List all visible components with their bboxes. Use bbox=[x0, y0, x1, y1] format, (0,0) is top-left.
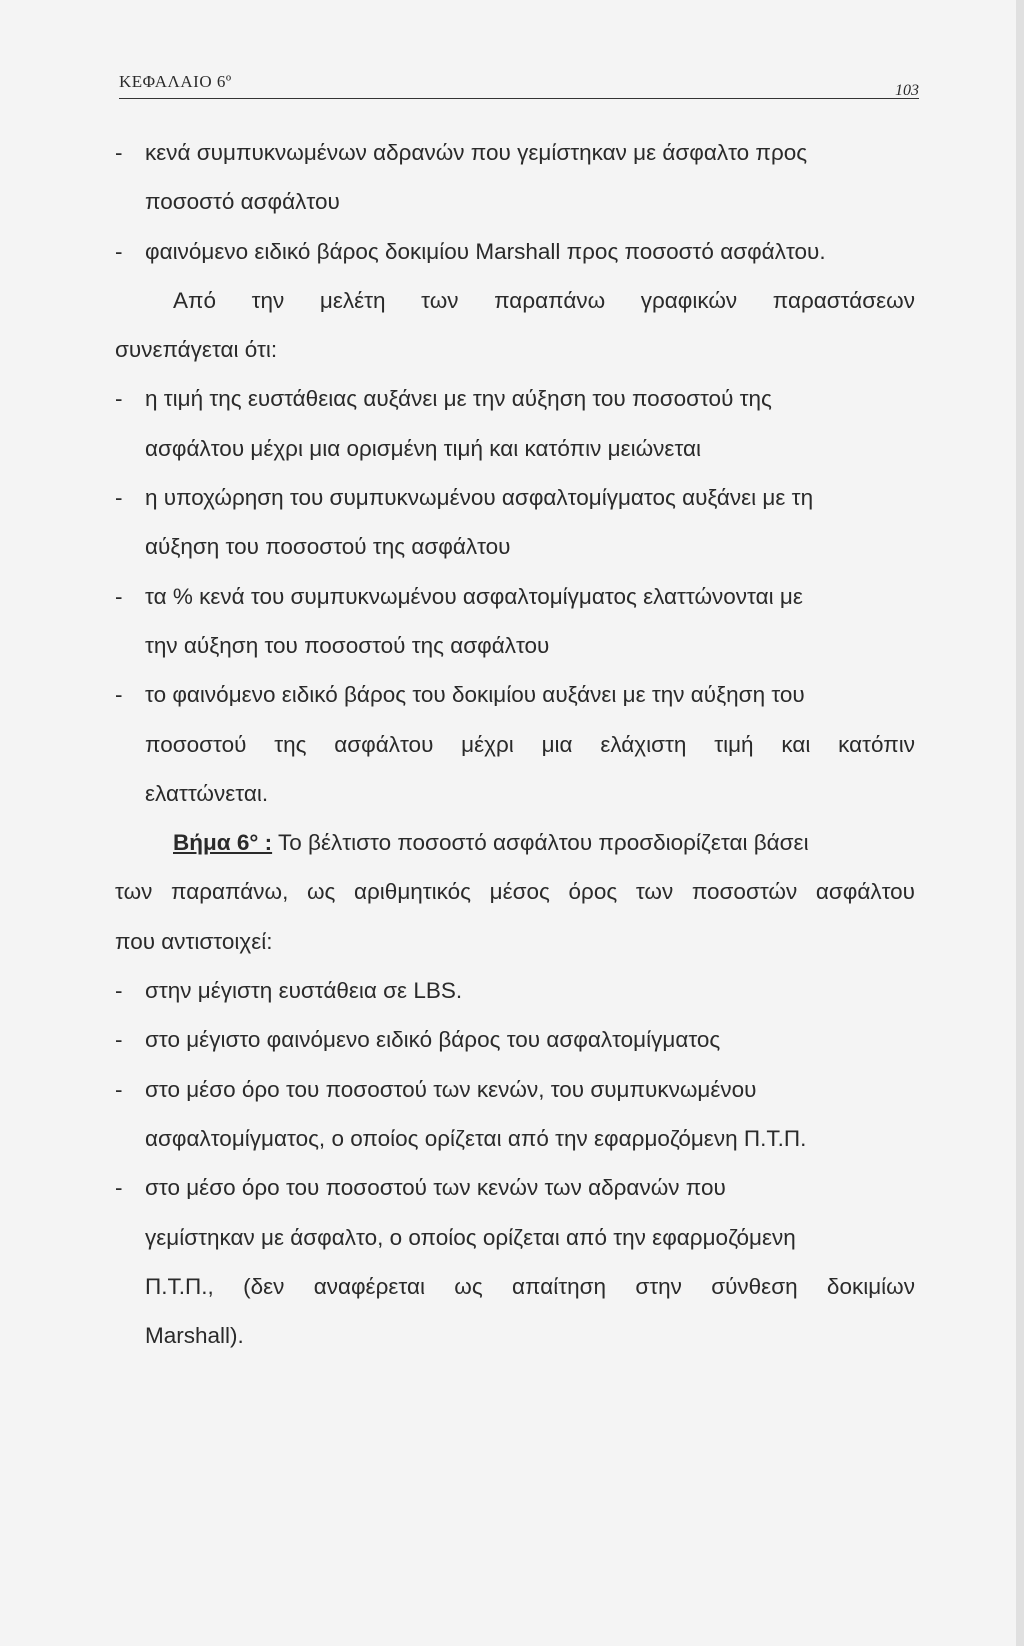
bullet-line bbox=[115, 670, 915, 719]
continuation-line: Π.Τ.Π., (δεν αναφέρεται ως απαίτηση στην σύνθεση δοκιμίων bbox=[145, 1273, 915, 1299]
bullet-line bbox=[115, 128, 915, 177]
bullet-dash: - bbox=[115, 1076, 123, 1102]
bullet-line bbox=[115, 227, 915, 276]
bullet-line bbox=[115, 966, 915, 1015]
text-line: στο μέσο όρο του ποσοστού των κενών, του συμπυκνωμένου bbox=[145, 1076, 757, 1102]
continuation-line: γεμίστηκαν με άσφαλτο, ο οποίος ορίζεται από την εφαρμοζόμενη bbox=[145, 1224, 796, 1250]
text-line: τα % κενά του συμπυκνωμένου ασφαλτομίγματος ελαττώνονται με bbox=[145, 583, 803, 609]
page-number: 103 bbox=[895, 82, 919, 99]
bullet-line bbox=[115, 572, 915, 621]
continuation-line: αύξηση του ποσοστού της ασφάλτου bbox=[145, 534, 511, 560]
continuation-line: ασφάλτου μέχρι μια ορισμένη τιμή και κατόπιν μειώνεται bbox=[145, 435, 702, 461]
paragraph-line: συνεπάγεται ότι: bbox=[115, 337, 278, 363]
paragraph-line: Από την μελέτη των παραπάνω γραφικών παραστάσεων bbox=[173, 287, 915, 313]
bullet-dash: - bbox=[115, 238, 123, 264]
continuation-line: ασφαλτομίγματος, ο οποίος ορίζεται από την εφαρμοζόμενη Π.Τ.Π. bbox=[145, 1125, 807, 1151]
continuation-line: ποσοστού της ασφάλτου μέχρι μια ελάχιστη τιμή και κατόπιν bbox=[145, 731, 915, 757]
text-line: η υποχώρηση του συμπυκνωμένου ασφαλτομίγματος αυξάνει με τη bbox=[145, 485, 814, 511]
text-line: στο μέγιστο φαινόμενο ειδικό βάρος του ασφαλτομίγματος bbox=[145, 1027, 721, 1053]
text-line: φαινόμενο ειδικό βάρος δοκιμίου Marshall προς ποσοστό ασφάλτου. bbox=[145, 238, 826, 264]
step-line bbox=[115, 818, 915, 867]
body-text bbox=[115, 128, 915, 1360]
text-line: Το βέλτιστο ποσοστό ασφάλτου προσδιορίζεται βάσει bbox=[277, 830, 809, 856]
bullet-dash: - bbox=[115, 485, 123, 511]
page-header bbox=[119, 60, 919, 100]
bullet-dash: - bbox=[115, 1027, 123, 1053]
bullet-dash: - bbox=[115, 386, 123, 412]
continuation-line: ποσοστό ασφάλτου bbox=[145, 189, 340, 215]
bullet-line bbox=[115, 1065, 915, 1114]
bullet-dash: - bbox=[115, 978, 123, 1004]
bullet-dash: - bbox=[115, 682, 123, 708]
text-line: κενά συμπυκνωμένων αδρανών που γεμίστηκαν με άσφαλτο προς bbox=[145, 140, 808, 165]
bullet-dash: - bbox=[115, 1175, 123, 1201]
bullet-line bbox=[115, 1163, 915, 1212]
header-rule bbox=[119, 98, 919, 99]
chapter-title: ΚΕΦΑΛΑΙΟ 6º bbox=[119, 72, 232, 91]
text-line: στο μέσο όρο του ποσοστού των κενών των αδρανών που bbox=[145, 1175, 726, 1201]
bullet-line bbox=[115, 1015, 915, 1064]
text-line: το φαινόμενο ειδικό βάρος του δοκιμίου αυξάνει με την αύξηση του bbox=[145, 682, 805, 708]
text-line: στην μέγιστη ευστάθεια σε LBS. bbox=[145, 978, 463, 1004]
bullet-dash: - bbox=[115, 140, 123, 165]
bullet-line bbox=[115, 374, 915, 423]
continuation-line: την αύξηση του ποσοστού της ασφάλτου bbox=[145, 632, 550, 658]
paragraph-line: που αντιστοιχεί: bbox=[115, 928, 273, 954]
step-label: Βήμα 6° : bbox=[173, 830, 273, 856]
paragraph-line: των παραπάνω, ως αριθμητικός μέσος όρος των ποσοστών ασφάλτου bbox=[115, 879, 915, 905]
continuation-line: Marshall). bbox=[145, 1323, 244, 1349]
continuation-line: ελαττώνεται. bbox=[145, 780, 269, 806]
bullet-dash: - bbox=[115, 583, 123, 609]
bullet-line bbox=[115, 473, 915, 522]
text-line: η τιμή της ευστάθειας αυξάνει με την αύξηση του ποσοστού της bbox=[145, 386, 772, 412]
scan-edge bbox=[1016, 0, 1024, 1646]
